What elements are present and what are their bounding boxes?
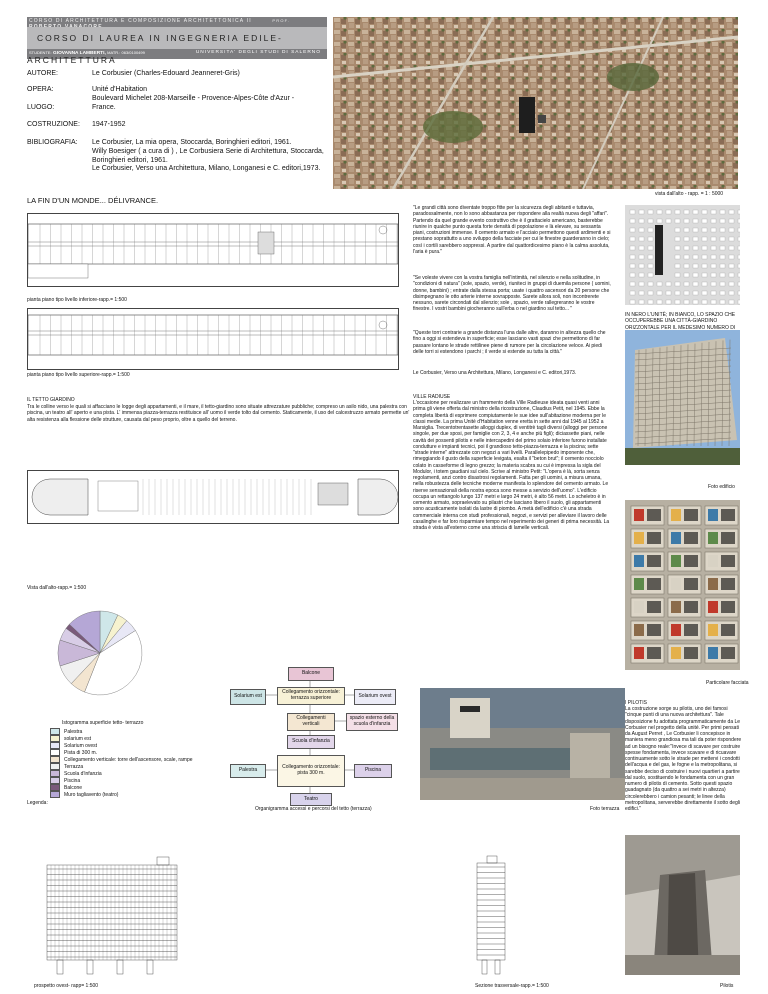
- organigram-caption: Organigramma accessi e percorsi del tetto (terrazza): [255, 806, 372, 812]
- terrace-caption: Foto terrazza: [590, 806, 620, 812]
- autore-label: AUTORE:: [27, 70, 58, 77]
- matricola: MATR.: 063/0100499: [107, 50, 145, 55]
- facade-caption: Particolare facciata: [706, 680, 749, 686]
- legend-item: solarium est: [50, 735, 193, 742]
- plan-upper-caption: pianta piano tipo livello superiore-rapp.= 1:500: [27, 372, 130, 378]
- legend-heading: Legenda:: [27, 800, 48, 806]
- radieuse-title: VILLE RADIUSE: [413, 394, 451, 400]
- pilotis-photo-caption: Pilotis: [720, 983, 734, 989]
- legend-item: Palestra: [50, 728, 193, 735]
- pie-title: Istogramma superficie tetto- terrazzo: [62, 720, 144, 726]
- plan-upper-level: [27, 308, 399, 370]
- giardino-title: IL TETTO GIARDINO: [27, 397, 75, 403]
- org-solarium-ovest: Solarium ovest: [354, 689, 396, 705]
- pilotis-body: La costruzione sorge su pilotis, uno dei famosi "cinque punti di una nuova architettura". Tale disposizione fu adottata programmaticamente da Le Corbusier nel progetto della unité. Per primi pensati da August Perret , Le Corbusier li concepisce in maniera meno grandiosa ma tali da poter rispondere ad un bisogno reale:"Invece di scavare per costruire spesse fondamenta, invece scavare e di ricuavare continuamente sotto le strade per mettervi i condotti dell'acqua e del gas, le fogne e la metropolitana, si sarebbe deciso di costruire i nuovi quartieri a partire dal suolo, sostituendo le fondamenta con un gran numero di pilotis di cemento. Sotto questi spazio guadagnato (da quattro a sei metri in altezza) circolerebbero i camion pesanti; le linee della metropolitana, serverebbe direttamente il sotto degli edifici.": [625, 706, 742, 812]
- org-spazio-esterno: spazio esterno della scuola d'infanzia: [346, 713, 398, 731]
- plan-lower-caption: pianta piano tipo livello inferiore-rapp.= 1:500: [27, 297, 127, 303]
- organigram: [230, 665, 420, 805]
- autore-value: Le Corbusier (Charles-Edouard Jeanneret-Gris): [92, 70, 240, 77]
- cross-section: [462, 855, 522, 980]
- diagram-caption: IN NERO L'UNITÈ; IN BIANCO, LO SPAZIO CHE OCCUPEREBBE UNA CITTÀ-GIARDINO ORIZZONTALE PER IL MEDESIMO NUMERO DI: [625, 312, 736, 331]
- bibliography: [92, 139, 330, 174]
- terrace-photo: [420, 688, 625, 800]
- legend-item: Scuola d'infanzia: [50, 770, 193, 777]
- org-palestra: Palestra: [230, 764, 266, 778]
- course-row: [29, 18, 325, 26]
- costruzione-value: 1947-1952: [92, 121, 126, 128]
- bib-entry: Le Corbusier, La mia opera, Stoccarda, Boringhieri editori, 1961.: [92, 139, 292, 146]
- bib-entry: Le Corbusier, Verso una Architettura, Milano, Longanesi e C. editori,1973.: [92, 165, 321, 173]
- section-heading: LA FIN D'UN MONDE... DÉLIVRANCE.: [27, 196, 159, 205]
- org-balcone: Balcone: [288, 667, 334, 681]
- student-prefix: STUDENTE:: [29, 50, 52, 55]
- legend-item: Balcone: [50, 784, 193, 791]
- org-teatro: Teatro: [290, 793, 332, 806]
- opera-label: OPERA:: [27, 86, 54, 93]
- quote-1: "Le grandi città sono diventate troppo fitte per la sicurezza degli abitanti e tuttavia, paradossalmente, non lo sono abbastanza per rispondere alla realtà nuova degli "affari". Partendo da quel grande evento costruttivo che è il grattacielo americano, basterebbe riunire in qualche punto questa forte densità di popolazione e là elevare, su sessanta piani, costruzioni immense. Il cemento armato e l'acciaio permettono questi ardimenti e si prestano soprattutto a uno sviluppo della facciate per cui le finestre guarderanno in cielo; così i cortili sarebbero soppressi. A partire dal quattordicesimo piano è la calma assoluta, l'aria è pura.": [413, 205, 611, 255]
- legend-item: Solarium ovest: [50, 742, 193, 749]
- building-caption: Foto edificio: [708, 484, 735, 490]
- org-collegamenti-verticali: Collegamenti verticali: [287, 713, 335, 731]
- elevation-caption: prospetto ovest- rapp= 1:500: [34, 983, 99, 989]
- city-diagram: [625, 205, 740, 305]
- org-collegamento-terrazza: Collegamento orizzontale: terrazza superiore: [277, 687, 345, 705]
- pilotis-title: I PILOTIS: [625, 700, 647, 706]
- quote-3-source: Le Corbusier, Verso una Architettura, Milano, Longanesi e C. editori,1973.: [413, 370, 577, 376]
- professor-prefix: PROF.: [272, 18, 291, 23]
- legend-item: Piscina: [50, 777, 193, 784]
- university-name: UNIVERSITA' DEGLI STUDI DI SALERNO: [195, 50, 321, 55]
- degree-title: CORSO DI LAUREA IN INGEGNERIA EDILE-ARCHITETTURA: [27, 27, 327, 49]
- aerial-caption: vista dall'alto - rapp. = 1 : 5000: [655, 191, 724, 197]
- building-photo: [625, 330, 740, 465]
- org-scuola: Scuola d'infanzia: [287, 735, 335, 749]
- legend-item: Terrazza: [50, 763, 193, 770]
- west-elevation: [27, 855, 207, 980]
- plan-lower-level: [27, 213, 399, 287]
- org-solarium-est: Solarium est: [230, 689, 266, 705]
- legend: [50, 728, 193, 798]
- opera-value: Unité d'Habitation: [92, 86, 148, 93]
- title-block: [27, 17, 327, 65]
- org-piscina: Piscina: [354, 764, 392, 778]
- roof-caption: Vista dall'alto-rapp.= 1:500: [27, 585, 87, 591]
- student-row: [29, 50, 325, 58]
- student-name: GIOVANNA LAMBERTI,: [53, 51, 106, 56]
- bib-entry: Willy Boesiger ( a cura di ) , Le Corbusiera Serie di Architettura, Stoccarda, Boringhieri editori, 1961.: [92, 147, 324, 164]
- pie-svg: [55, 608, 145, 698]
- legend-swatch: [50, 728, 60, 735]
- quote-3: "Queste torri contrarie a grande distanza l'una dalle altre, daranno in altezza quello che fino a oggi si estendeva in superficie; esse lasciano vasti spazi che permettono di far passare lontano le strade rettilinee piene di rumore per la circolazione veloce. Ai piedi delle torri si estendono i parchi ; il verde si estende su tutta la città.": [413, 330, 606, 355]
- roof-plan: [27, 470, 399, 524]
- section-caption: Sezione trasversale-rapp.= 1:500: [475, 983, 549, 989]
- bibliografia-label: BIBLIOGRAFIA:: [27, 139, 78, 146]
- legend-item: Muro tagliavento (teatro): [50, 791, 193, 798]
- costruzione-label: COSTRUZIONE:: [27, 121, 80, 128]
- org-collegamento-pista: Collegamento orizzontale: pista 300 m.: [277, 755, 345, 787]
- course-name: CORSO DI ARCHITETTURA E COMPOSIZIONE ARCHITETTONICA II: [29, 18, 252, 24]
- quote-2: "Se voleste vivere con la vostra famiglia nell'intimità, nel silenzio e nella solitudine, in "condizioni di natura" (sole, spazio, verde), riuniteci in gruppi di duemila persone ( uomini, donne, bambini) ; entrate dalla stessa porta; usate i quattro ascensori da 20 persone che disimpegnano le otto arterie interne sovrapposte. Sarete allora soli, non incontrerete nessuno, sarete circondati dal silenzio; sole , spazio, verde rallegreranno le vostre finestre. I vostri bambini giocheranno sull'erba o nel giardino sul tetto... ": [413, 275, 611, 313]
- legend-item: Collegamento verticale: torre dell'ascensore, scale, rampe: [50, 756, 193, 763]
- surface-pie-chart: [55, 608, 145, 698]
- luogo-label: LUOGO:: [27, 104, 55, 111]
- facade-photo: [625, 500, 740, 670]
- aerial-photo: [333, 17, 738, 189]
- radieuse-body: L'occasione per realizzare un frammento della Ville Radieuse ideata quasi venti anni prima gli viene offerta dal ministro della ricostruzione, Claudius Petit, nel 1945. Ebbe la completa libertà di esprimere compiutamente le sue idee sull'abitazione moderna per le classi medie. La prima Unité d'Habitation venne eretta in sette anni dal 1945 al 1952 a Marsiglia. Trecentotrentasette alloggi duplex, di ventitrè tagli diversi (alloggi per persone singole, per due sposi, per famiglie con 2, 3, 4 e anche più figli); diciassette piani, nelle cavità dei possenti pilotis e nelle intercapedini del primo solaio inferiore furono installate condutture e impianti tecnici, poi il grandioso tetto-piazza-terrazza e la piscina; sette "strade interne" attrezzate con negozi a vari livelli. Parallelepipedo imponente che, rimeggiando il gusto della superficie levigata, esalta il "beton brut"; il cemento nocciolo colato in casseforme di legno grezzo; la materia scabra su cui è impressa la sigla del Modulor, i totem gaudiani sul cielo. Scrive al ministro Petit: "L'opera è là, sorta senza regolamenti, anzi contro disastrosi regolamenti. Fatta per gli uomini, a misura umana, nella robustezza delle tecniche moderne manifesta lo splendore del cemento armato. Le riserve sensazionali della nostra epoca sono messe a servizio dell'uomo". L'edificio occupa un rettangolo lungo 137 metri e largo 24 metri, è alto 56 metri. Lo scheletro è in cemento armato, sopraelevato su pilastri che lasciano libero il suolo, gli appartamenti sono acusticamente isolati da lastre di piombo. A metà dell'edificio c'è una strada commerciale interna con studi professionali, negozi, e servizi per alleviare il lavoro delle casalinghe e far loro risparmiare tempo nel reperimento dei generi di prima necessità. La strada è vista all'esterno come una striscia di lamelle verticali.: [413, 400, 610, 531]
- legend-item: Pista di 300 m.: [50, 749, 193, 756]
- pilotis-photo: [625, 835, 740, 975]
- luogo-value: Boulevard Michelet 208-Marseille - Provence-Alpes-Côte d'Azur - France.: [92, 95, 295, 111]
- giardino-body: Tra le colline verso le quali si affacciano le logge degli appartamenti, e il mare, il tetto-giardino sono situate attrezzature pubbliche; compreso un asilo nido, una palestra con piscina, un teatro all' aperto e una pista. L' immensa piazza-terrazza restituisce all' uomo il verde tolto dal cemento. Staticamente, il uso del calcestruzzo armato permette un' alta resistenza alla flessione delle strutture, causata dal peso proprio, oltre a quello del terreno.: [27, 404, 410, 423]
